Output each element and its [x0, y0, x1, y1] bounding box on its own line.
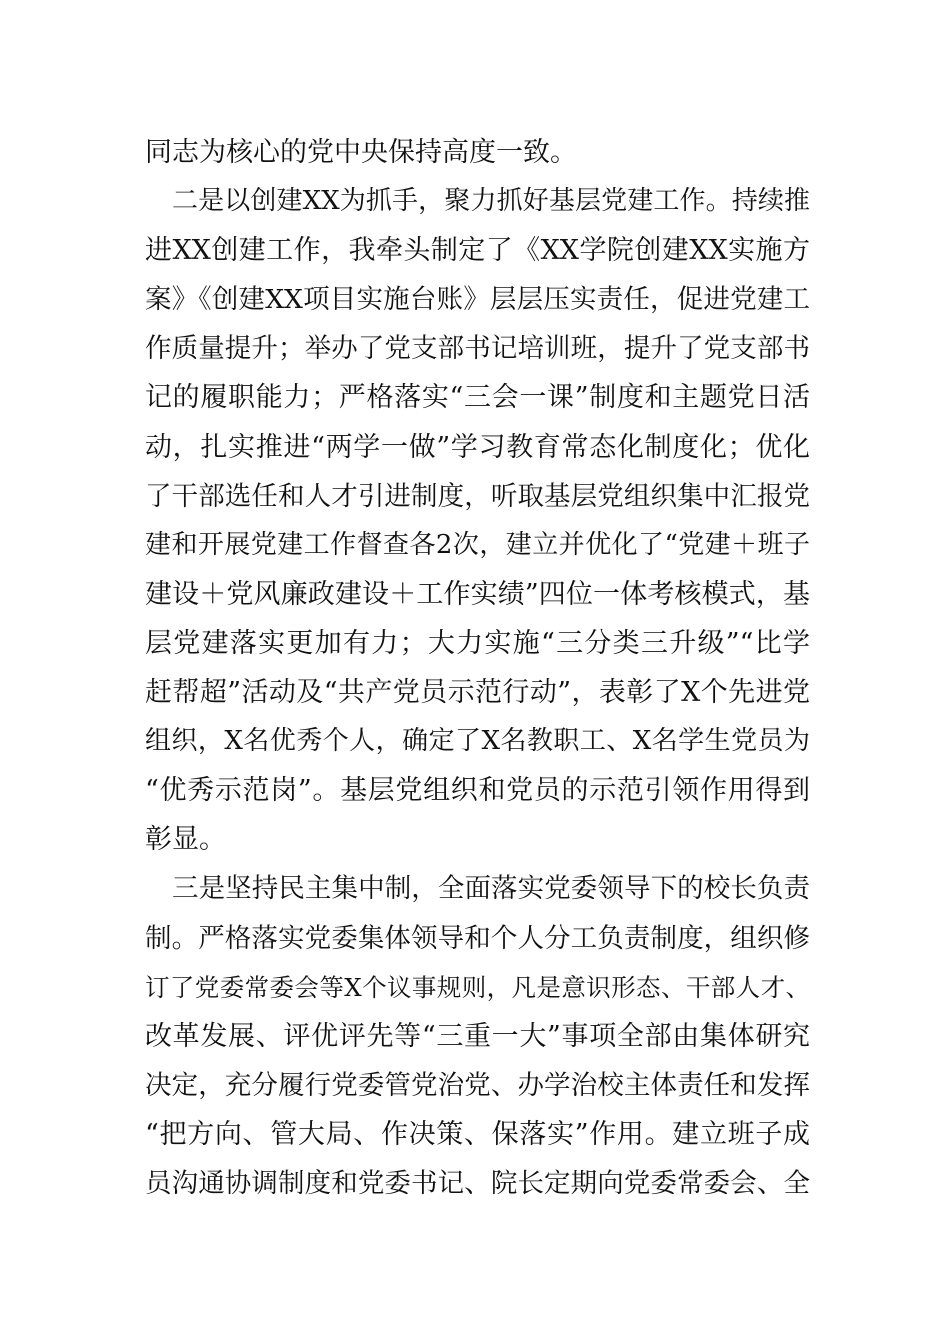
text-line: “优秀示范岗”。基层党组织和党员的示范引领作用得到: [145, 775, 810, 807]
text-line: 进XX创建工作，我牵头制定了《XX学院创建XX实施方: [145, 235, 810, 267]
text-line: 记的履职能力；严格落实“三会一课”制度和主题党日活: [145, 382, 810, 414]
text-line: 组织，X名优秀个人，确定了X名教职工、X名学生党员为: [145, 726, 810, 757]
text-line: 二是以创建XX为抓手，聚力抓好基层党建工作。持续推: [172, 186, 810, 217]
text-line: “把方向、管大局、作决策、保落实”作用。建立班子成: [145, 1118, 810, 1150]
text-line: 订了党委常委会等X个议事规则，凡是意识形态、干部人才、: [145, 972, 810, 1002]
text-line: 决定，充分履行党委管党治党、办学治校主体责任和发挥: [145, 1069, 810, 1101]
text-line: 制。严格落实党委集体领导和个人分工负责制度，组织修: [145, 922, 810, 954]
text-line: 改革发展、评优评先等“三重一大”事项全部由集体研究: [145, 1020, 810, 1052]
text-line: 了干部选任和人才引进制度，听取基层党组织集中汇报党: [145, 480, 810, 512]
text-line: 层党建落实更加有力；大力实施“三分类三升级”“比学: [145, 627, 810, 659]
text-line: 作质量提升；举办了党支部书记培训班，提升了党支部书: [145, 333, 810, 365]
text-line: 动，扎实推进“两学一做”学习教育常态化制度化；优化: [145, 431, 810, 463]
text-line: 三是坚持民主集中制，全面落实党委领导下的校长负责: [172, 873, 810, 905]
text-line: 案》《创建XX项目实施台账》层层压实责任，促进党建工: [145, 284, 810, 316]
text-line: 同志为核心的党中央保持高度一致。: [145, 137, 577, 168]
body-text: [145, 128, 810, 1208]
text-line: 员沟通协调制度和党委书记、院长定期向党委常委会、全: [145, 1167, 810, 1199]
text-line: 彰显。: [145, 824, 226, 856]
text-line: 赶帮超”活动及“共产党员示范行动”，表彰了X个先进党: [145, 677, 810, 709]
text-line: 建和开展党建工作督查各2次，建立并优化了“党建＋班子: [145, 529, 810, 560]
text-line: 建设＋党风廉政建设＋工作实绩”四位一体考核模式，基: [145, 578, 810, 610]
